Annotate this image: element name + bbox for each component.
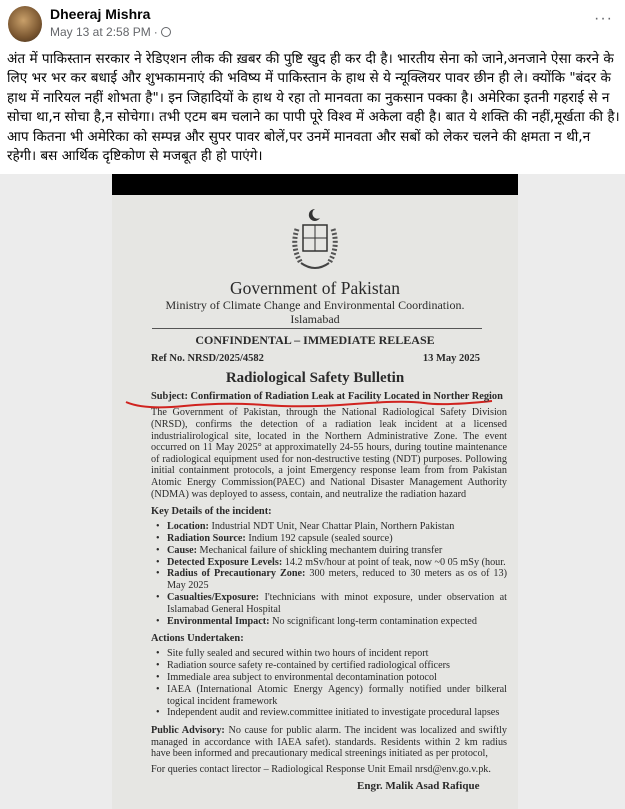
list-item: • Site fully sealed and secured within two hours of incident report bbox=[165, 648, 507, 660]
list-item bbox=[165, 616, 507, 628]
detail-value: 14.2 mSv/hour at point of teak, now ~0 05 mSy (hour. bbox=[282, 556, 506, 568]
detail-value: I'technicians with minot exposure, under observation at Islamabad General Hospital bbox=[167, 591, 507, 615]
state-emblem-icon bbox=[283, 207, 347, 275]
advisory-text: No cause for public alarm. The incident was localized and swiftly managed in accordance with IAEA safet). standards. Residents within 2 km radius have been informed and precautionary medical streenings initiated as per protocol, bbox=[151, 725, 507, 760]
list-item bbox=[165, 557, 507, 569]
list-item bbox=[165, 568, 507, 592]
list-item: • Immediale area subject to environmental decontamination potocol bbox=[165, 672, 507, 684]
detail-label: Detected Exposure Levels: bbox=[167, 556, 283, 568]
list-item: • Radiation source safety re-contained by certified radiological officers bbox=[165, 660, 507, 672]
subject-line: Subject: Confirmation of Radiation Leak at Facility Located in Norther Region bbox=[151, 391, 503, 403]
separator: · bbox=[153, 25, 158, 39]
ref-number: Ref No. NRSD/2025/4582 bbox=[151, 353, 264, 365]
detail-value: Indium 192 capsule (sealed source) bbox=[245, 532, 393, 544]
subject-block bbox=[151, 390, 507, 403]
detail-label: Environmental Impact: bbox=[167, 615, 270, 627]
bulletin-title: Radiological Safety Bulletin bbox=[225, 370, 405, 387]
ref-row bbox=[151, 352, 480, 365]
divider bbox=[152, 328, 482, 329]
city: Islamabad bbox=[290, 312, 340, 327]
detail-value: 300 meters, reduced to 30 meters as os of 13) May 2025 bbox=[167, 568, 507, 592]
list-item bbox=[165, 592, 507, 616]
key-details-list bbox=[165, 521, 507, 627]
list-item: • IAEA (International Atomic Energy Agency) formally notified under bilkeral togical incident framework bbox=[165, 684, 507, 708]
classification: CONFINDENTAL – IMMEDIATE RELEASE bbox=[195, 333, 435, 348]
detail-value: Industrial NDT Unit, Near Chattar Plain, Northern Pakistan bbox=[208, 521, 455, 533]
timestamp[interactable]: May 13 at 2:58 PM bbox=[50, 25, 151, 39]
detail-label: Location: bbox=[167, 521, 209, 533]
list-item bbox=[165, 533, 507, 545]
more-options-button[interactable]: ··· bbox=[594, 10, 613, 27]
post-photo[interactable] bbox=[0, 174, 625, 808]
author-name[interactable]: Dheeraj Mishra bbox=[50, 6, 151, 22]
actions-list bbox=[165, 648, 507, 719]
document-title: Government of Pakistan bbox=[229, 278, 401, 299]
photo-top-bar bbox=[112, 174, 518, 195]
post-text: अंत में पाकिस्तान सरकार ने रेडिएशन लीक की ख़बर की पुष्टि खुद ही कर दी है। भारतीय सेना को जाने,अनजाने ऐसा करने के लिए भर भर कर बधाई और शुभकामनाएं की भविष्य में पाकिस्तान के हाथ से ये न्यूक्लियर पावर छीन ही ले। क्योंकि "बंदर के हाथ में नारियल नहीं शोभता है"। इन जिहादियों के हाथ ये रहा तो मानवता का नुकसान पक्का है। अमेरिका इतनी गहराई से न सोचा था,न सोचा है,न सोचेगा। तभी एटम बम चलाने का पापी पूरे विश्व में अकेला वही है। बात ये शक्ति की नहीं,मूर्खता की है। आप कितना भी अमेरिका को सम्पन्न और सुपर पावर बोलें,पर उनमें मानवता और सबों को लेकर चलने की क्षमता न थी,न रहेगी। बस आर्थिक दृष्टिकोण से मजबूत ही हो पाएंगे। bbox=[7, 51, 620, 165]
list-item bbox=[165, 521, 507, 533]
signatory: Engr. Malik Asad Rafique bbox=[357, 779, 480, 792]
globe-icon bbox=[161, 27, 171, 37]
list-item: • Independent audit and review.committee initiated to investigate procedural lapses bbox=[165, 707, 507, 719]
public-advisory bbox=[151, 725, 507, 760]
avatar[interactable] bbox=[8, 6, 42, 42]
detail-label: Cause: bbox=[167, 544, 197, 556]
actions-heading: Actions Undertaken: bbox=[151, 633, 244, 645]
queries-contact: For queries contact lirector – Radiological Response Unit Email nrsd@env.go.v.pk. bbox=[151, 763, 491, 775]
post-meta bbox=[50, 25, 171, 39]
detail-label: Radius of Precautionary Zone: bbox=[167, 568, 306, 580]
list-item bbox=[165, 545, 507, 557]
key-details-heading: Key Details of the incident: bbox=[151, 506, 272, 518]
detail-label: Radiation Source: bbox=[167, 532, 246, 544]
intro-paragraph: The Government of Pakistan, through the National Radiological Safety Division (NRSD), confirms the detection of a radiation leak incident at a licensed industrialirological site, located in the Northern Administrative Zone. The event occurred on 11 May 2025° at approximatelly 24-55 hours, during toutine maintenance of radiological equipment used for non-destructive testing (NDT) purposes. Pollowing initial containment protocols, a joint Emergency response leam from from Pakistan Atomic Energy Commission(PAEC) and National Disaster Management Authority (NDMA) was deployed to assess, contain, and neutralize the radiation hazard bbox=[151, 407, 507, 500]
ministry-name: Ministry of Climate Change and Environmental Coordination. bbox=[165, 298, 465, 313]
detail-label: Casualties/Exposure: bbox=[167, 591, 260, 603]
detail-value: Mechanical failure of shickling mechantem duiring transfer bbox=[197, 544, 443, 556]
document-body bbox=[151, 407, 507, 775]
document-date: 13 May 2025 bbox=[422, 353, 480, 365]
advisory-label: Public Advisory: bbox=[151, 725, 225, 737]
post-header bbox=[0, 0, 625, 48]
detail-value: No scignificant long-term contamination expected bbox=[269, 615, 477, 627]
document-image bbox=[112, 195, 518, 808]
